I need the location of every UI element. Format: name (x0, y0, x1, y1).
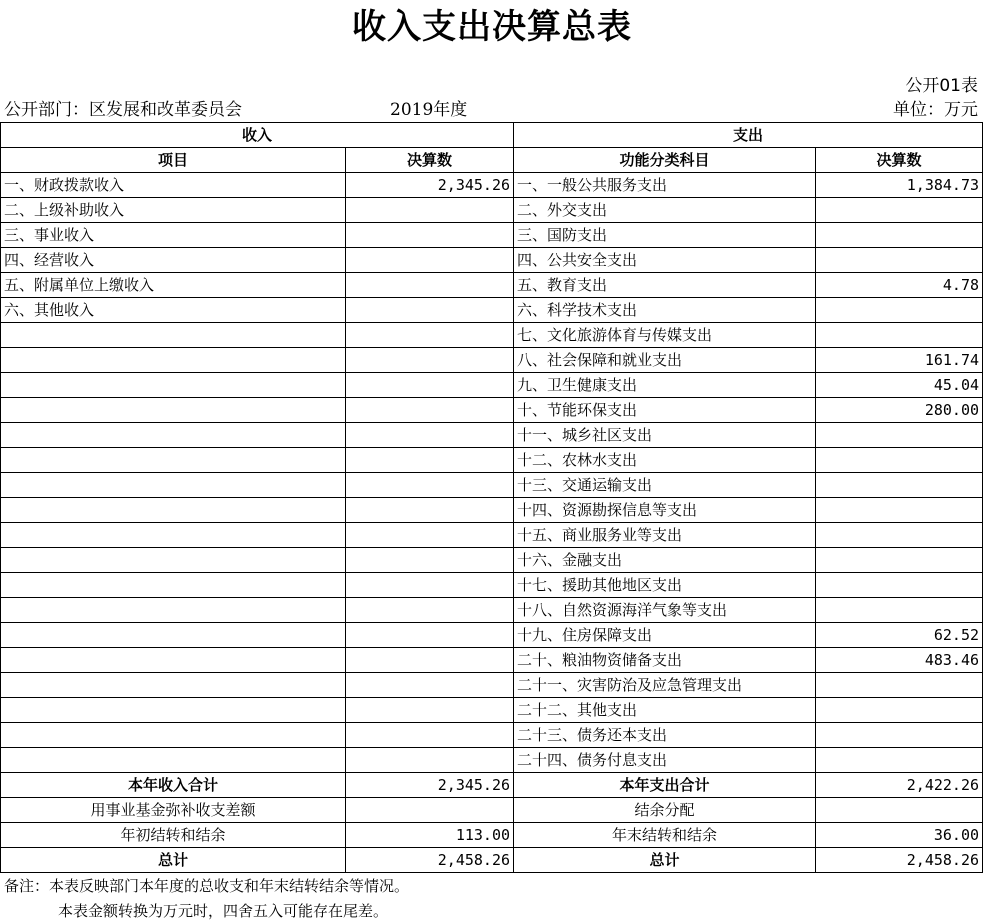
table-row (1, 623, 983, 648)
income-item-cell: 一、财政拨款收入 (1, 173, 346, 198)
expense-item-cell: 十四、资源勘探信息等支出 (514, 498, 816, 523)
income-item-cell (1, 723, 346, 748)
summary-expense-label: 年末结转和结余 (514, 823, 816, 848)
income-amount-cell (346, 498, 514, 523)
expense-item-cell: 三、国防支出 (514, 223, 816, 248)
expense-amount-cell (816, 448, 983, 473)
income-amount-cell (346, 373, 514, 398)
income-amount-cell (346, 598, 514, 623)
department-label: 公开部门：区发展和改革委员会 (4, 100, 242, 120)
expense-item-cell: 二十二、其他支出 (514, 698, 816, 723)
income-amount-cell (346, 423, 514, 448)
summary-expense-amount: 36.00 (816, 823, 983, 848)
income-item-cell: 六、其他收入 (1, 298, 346, 323)
table-row (1, 548, 983, 573)
expense-item-cell: 八、社会保障和就业支出 (514, 348, 816, 373)
income-amount-cell: 2,345.26 (346, 173, 514, 198)
table-row (1, 698, 983, 723)
income-amount-cell (346, 248, 514, 273)
expense-amount-cell (816, 498, 983, 523)
income-item-cell: 五、附属单位上缴收入 (1, 273, 346, 298)
table-row (1, 523, 983, 548)
table-row (1, 598, 983, 623)
expense-amount-cell (816, 548, 983, 573)
budget-table (0, 122, 983, 873)
expense-amount-cell: 1,384.73 (816, 173, 983, 198)
income-amount-cell (346, 198, 514, 223)
table-row (1, 723, 983, 748)
summary-income-amount: 113.00 (346, 823, 514, 848)
summary-expense-amount (816, 798, 983, 823)
summary-income-label: 总计 (1, 848, 346, 873)
fiscal-year: 2019年度 (390, 100, 468, 120)
summary-expense-label: 结余分配 (514, 798, 816, 823)
summary-row (1, 798, 983, 823)
table-row (1, 173, 983, 198)
summary-income-amount: 2,458.26 (346, 848, 514, 873)
income-item-cell (1, 598, 346, 623)
table-column-header-row (1, 148, 983, 173)
income-item-cell (1, 673, 346, 698)
table-row (1, 498, 983, 523)
income-amount-cell (346, 548, 514, 573)
table-row (1, 398, 983, 423)
expense-amount-cell: 280.00 (816, 398, 983, 423)
income-amount-cell (346, 348, 514, 373)
summary-row (1, 773, 983, 798)
expense-amount-cell (816, 298, 983, 323)
income-item-cell: 三、事业收入 (1, 223, 346, 248)
expense-amount-column-header: 决算数 (816, 148, 983, 173)
form-number: 公开01表 (905, 76, 978, 96)
income-amount-cell (346, 573, 514, 598)
table-row (1, 248, 983, 273)
table-row (1, 473, 983, 498)
table-row (1, 573, 983, 598)
expense-amount-cell (816, 673, 983, 698)
note-line-2: 本表金额转换为万元时，四舍五入可能存在尾差。 (58, 902, 389, 920)
table-group-header-row (1, 123, 983, 148)
expense-amount-cell: 62.52 (816, 623, 983, 648)
function-category-column-header: 功能分类科目 (514, 148, 816, 173)
income-item-cell (1, 348, 346, 373)
unit-label: 单位：万元 (893, 100, 978, 120)
expense-amount-cell: 4.78 (816, 273, 983, 298)
expense-amount-cell (816, 423, 983, 448)
income-item-cell (1, 498, 346, 523)
income-item-cell (1, 698, 346, 723)
expense-item-cell: 十六、金融支出 (514, 548, 816, 573)
income-amount-cell (346, 323, 514, 348)
expense-item-cell: 五、教育支出 (514, 273, 816, 298)
table-row (1, 648, 983, 673)
note-line-1: 备注：本表反映部门本年度的总收支和年末结转结余等情况。 (4, 877, 410, 895)
income-amount-cell (346, 398, 514, 423)
expense-amount-cell (816, 698, 983, 723)
summary-income-label: 本年收入合计 (1, 773, 346, 798)
expense-item-cell: 十八、自然资源海洋气象等支出 (514, 598, 816, 623)
summary-income-amount (346, 798, 514, 823)
income-item-cell (1, 398, 346, 423)
expense-item-cell: 十一、城乡社区支出 (514, 423, 816, 448)
income-amount-cell (346, 273, 514, 298)
summary-expense-label: 本年支出合计 (514, 773, 816, 798)
expense-item-cell: 十二、农林水支出 (514, 448, 816, 473)
expense-amount-cell: 161.74 (816, 348, 983, 373)
income-amount-cell (346, 648, 514, 673)
income-amount-cell (346, 698, 514, 723)
table-row (1, 223, 983, 248)
expense-item-cell: 十九、住房保障支出 (514, 623, 816, 648)
expense-amount-cell (816, 598, 983, 623)
income-amount-cell (346, 748, 514, 773)
income-item-cell (1, 748, 346, 773)
income-item-cell (1, 423, 346, 448)
income-amount-column-header: 决算数 (346, 148, 514, 173)
summary-row (1, 823, 983, 848)
income-item-cell (1, 623, 346, 648)
summary-expense-amount: 2,422.26 (816, 773, 983, 798)
expense-item-cell: 二十四、债务付息支出 (514, 748, 816, 773)
summary-expense-amount: 2,458.26 (816, 848, 983, 873)
expense-amount-cell (816, 523, 983, 548)
expense-item-cell: 二十、粮油物资储备支出 (514, 648, 816, 673)
expense-amount-cell (816, 323, 983, 348)
expense-item-cell: 六、科学技术支出 (514, 298, 816, 323)
summary-expense-label: 总计 (514, 848, 816, 873)
income-item-cell: 四、经营收入 (1, 248, 346, 273)
income-amount-cell (346, 473, 514, 498)
income-item-cell: 二、上级补助收入 (1, 198, 346, 223)
expense-item-cell: 十三、交通运输支出 (514, 473, 816, 498)
expense-amount-cell (816, 723, 983, 748)
page-title: 收入支出决算总表 (352, 7, 632, 47)
expense-amount-cell (816, 198, 983, 223)
expense-item-cell: 四、公共安全支出 (514, 248, 816, 273)
summary-income-label: 年初结转和结余 (1, 823, 346, 848)
table-row (1, 748, 983, 773)
table-row (1, 423, 983, 448)
table-row (1, 348, 983, 373)
expense-item-cell: 二十三、债务还本支出 (514, 723, 816, 748)
income-amount-cell (346, 448, 514, 473)
table-row (1, 373, 983, 398)
summary-income-label: 用事业基金弥补收支差额 (1, 798, 346, 823)
income-item-cell (1, 448, 346, 473)
income-amount-cell (346, 723, 514, 748)
income-amount-cell (346, 673, 514, 698)
income-header: 收入 (1, 123, 514, 148)
expense-item-cell: 十、节能环保支出 (514, 398, 816, 423)
expense-amount-cell (816, 748, 983, 773)
summary-row (1, 848, 983, 873)
income-item-cell (1, 573, 346, 598)
expense-amount-cell (816, 473, 983, 498)
table-row (1, 298, 983, 323)
expense-item-cell: 七、文化旅游体育与传媒支出 (514, 323, 816, 348)
expense-item-cell: 九、卫生健康支出 (514, 373, 816, 398)
table-row (1, 448, 983, 473)
income-item-cell (1, 373, 346, 398)
table-row (1, 673, 983, 698)
expense-amount-cell (816, 573, 983, 598)
item-column-header: 项目 (1, 148, 346, 173)
expense-amount-cell: 45.04 (816, 373, 983, 398)
income-amount-cell (346, 523, 514, 548)
table-row (1, 198, 983, 223)
expense-amount-cell (816, 248, 983, 273)
income-amount-cell (346, 223, 514, 248)
expense-item-cell: 十七、援助其他地区支出 (514, 573, 816, 598)
income-item-cell (1, 473, 346, 498)
expense-amount-cell (816, 223, 983, 248)
expense-item-cell: 二十一、灾害防治及应急管理支出 (514, 673, 816, 698)
table-row (1, 323, 983, 348)
expense-item-cell: 十五、商业服务业等支出 (514, 523, 816, 548)
summary-income-amount: 2,345.26 (346, 773, 514, 798)
table-row (1, 273, 983, 298)
expense-item-cell: 二、外交支出 (514, 198, 816, 223)
income-item-cell (1, 648, 346, 673)
expense-item-cell: 一、一般公共服务支出 (514, 173, 816, 198)
income-item-cell (1, 523, 346, 548)
expense-header: 支出 (514, 123, 983, 148)
income-amount-cell (346, 298, 514, 323)
income-item-cell (1, 548, 346, 573)
expense-amount-cell: 483.46 (816, 648, 983, 673)
income-amount-cell (346, 623, 514, 648)
income-item-cell (1, 323, 346, 348)
